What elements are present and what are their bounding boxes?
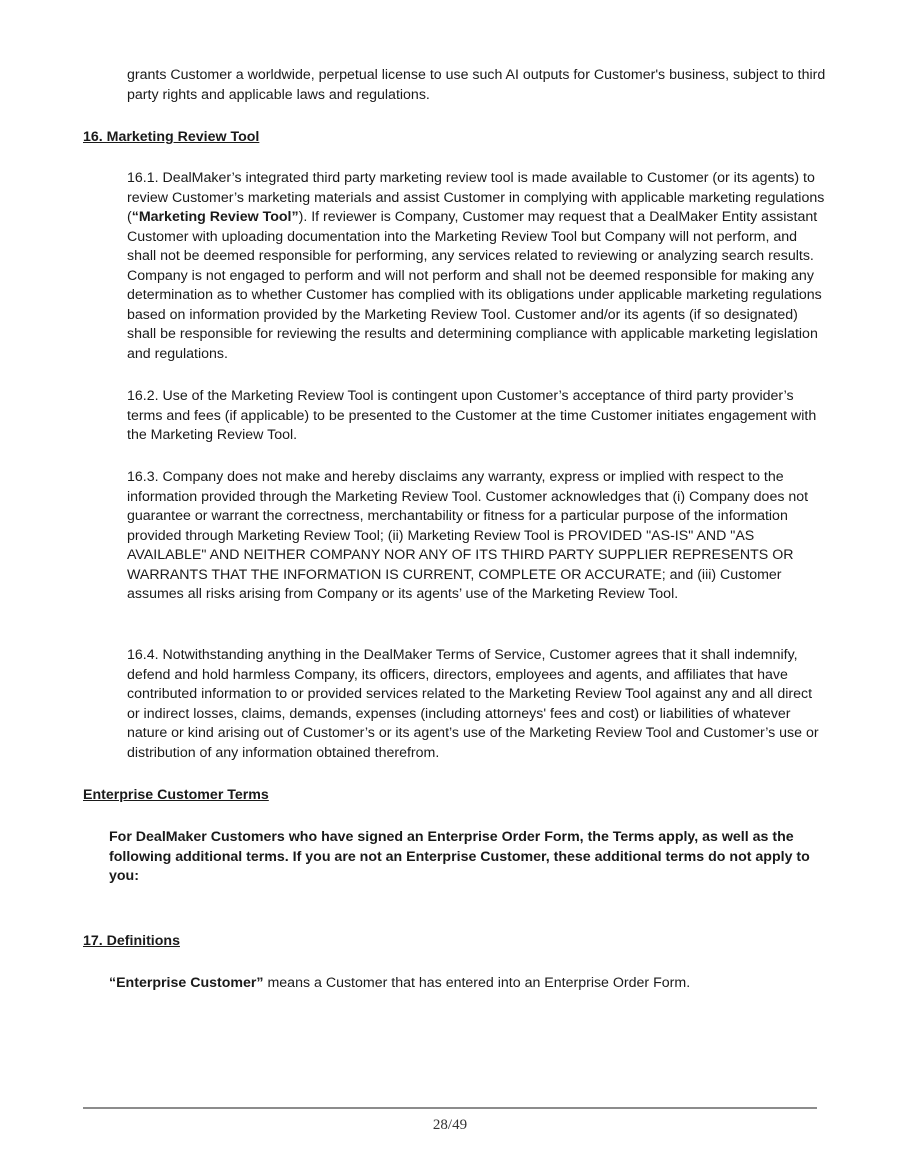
intro-paragraph: grants Customer a worldwide, perpetual license to use such AI outputs for Customer's business, subject to third party rights and applicable laws and regulations. <box>127 67 826 103</box>
definition-term: “Enterprise Customer” <box>109 975 264 991</box>
section-16-1-text-end: ). If reviewer is Company, Customer may request that a DealMaker Entity assistant Customer with uploading documentation into the Marketing Review Tool but Company will not perform, and shall not be deemed responsible for performing, any services related to reviewing or analyzing search results. Company is not engaged to perform and will not perform and shall not be deemed responsible for making any determination as to whether Customer has complied with its obligations under applicable marketing regulations based on information provided by the Marketing Review Tool. Customer and/or its agents (if so designated) shall be responsible for reviewing the results and determining compliance with applicable marketing legislation and regulations. <box>127 209 822 362</box>
enterprise-terms-heading: Enterprise Customer Terms <box>83 787 269 803</box>
footer-divider <box>83 1107 817 1109</box>
marketing-review-tool-term: “Marketing Review Tool” <box>131 209 299 225</box>
section-16-3-paragraph: 16.3. Company does not make and hereby disclaims any warranty, express or implied with respect to the information provided through the Marketing Review Tool. Customer acknowledges that (i) Company does not guarantee or warrant the correctness, merchantability or fitness for a particular purpose of the information provided through Marketing Review Tool; (ii) Marketing Review Tool is PROVIDED "AS-IS" AND "AS AVAILABLE" AND NEITHER COMPANY NOR ANY OF ITS THIRD PARTY SUPPLIER REPRESENTS OR WARRANTS THAT THE INFORMATION IS CURRENT, COMPLETE OR ACCURATE; and (iii) Customer assumes all risks arising from Company or its agents’ use of the Marketing Review Tool. <box>127 469 809 602</box>
definition-text: means a Customer that has entered into an Enterprise Order Form. <box>263 975 691 991</box>
section-16-2-paragraph: 16.2. Use of the Marketing Review Tool is contingent upon Customer’s acceptance of third party provider’s terms and fees (if applicable) to be presented to the Customer at the time Customer initiates engagement with the Marketing Review Tool. <box>127 388 817 443</box>
section-17-heading: 17. Definitions <box>83 933 180 949</box>
section-16-heading: 16. Marketing Review Tool <box>83 129 260 145</box>
section-16-4-paragraph: 16.4. Notwithstanding anything in the DealMaker Terms of Service, Customer agrees that it shall indemnify, defend and hold harmless Company, its officers, directors, employees and agents, and affiliates that have contributed information to or provided services related to the Marketing Review Tool against any and all direct or indirect losses, claims, demands, expenses (including attorneys' fees and cost) or liabilities of whatever nature or kind arising out of Customer’s or its agent’s use of the Marketing Review Tool and Customer’s use or distribution of any information obtained therefrom. <box>127 647 819 761</box>
section-16-1-text-start: 16.1. DealMaker’s integrated third party marketing review tool is made available to Customer (or its agents) to review Customer’s marketing materials and assist Customer in complying with applicable marketing regulations ( <box>127 170 825 225</box>
enterprise-customer-definition <box>109 974 824 994</box>
page-number: 28/49 <box>432 1117 468 1133</box>
section-16-1-paragraph <box>127 169 827 364</box>
enterprise-notice: For DealMaker Customers who have signed an Enterprise Order Form, the Terms apply, as well as the following additional terms. If you are not an Enterprise Customer, these additional terms do not apply to you: <box>109 829 810 884</box>
